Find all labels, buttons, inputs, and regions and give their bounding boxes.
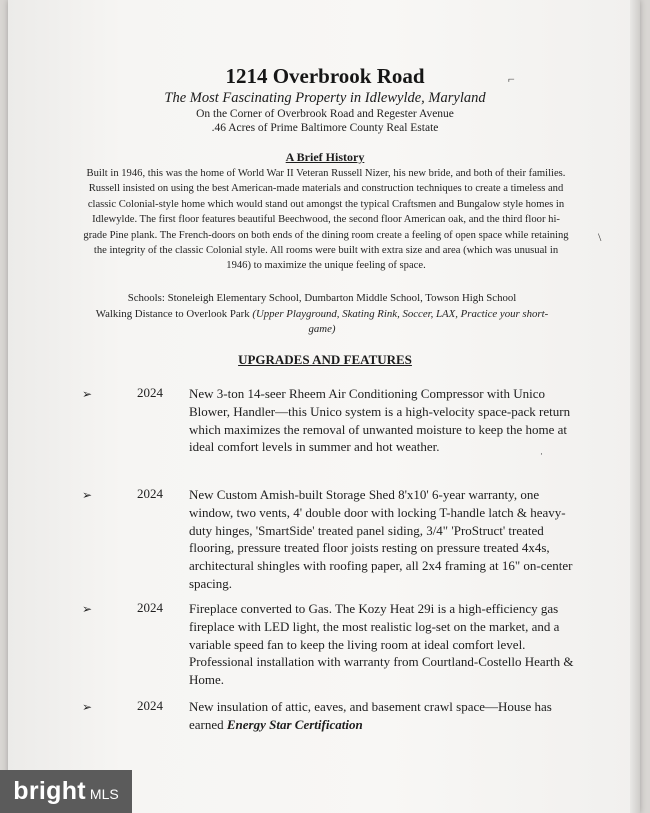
history-heading: A Brief History [285,150,365,164]
upgrade-year: 2024 [137,486,163,501]
energy-star-emphasis: Energy Star Certification [226,716,363,732]
bright-mls-logo [0,770,132,813]
walking-distance-line [90,307,554,338]
location-line: On the Corner of Overbrook Road and Regester Avenue [196,108,454,120]
bullet-icon: ➢ [82,700,93,714]
logo-suffix: MLS [89,785,119,802]
upgrade-description [189,698,579,734]
schools-block [90,291,554,338]
upgrade-year: 2024 [137,698,163,713]
upgrade-text: New insulation of attic, eaves, and basement crawl space—House has earned [189,699,552,732]
page-subtitle: The Most Fascinating Property in Idlewylde, Maryland [164,90,486,106]
upgrade-year: 2024 [137,600,163,615]
upgrades-heading: UPGRADES AND FEATURES [238,352,412,367]
page-title: 1214 Overbrook Road [225,64,425,88]
bullet-icon: ➢ [82,488,93,502]
upgrade-year: 2024 [137,385,163,400]
bullet-icon: ➢ [82,602,93,616]
acreage-line: .46 Acres of Prime Baltimore County Real Estate [211,122,439,134]
upgrade-description: New Custom Amish-built Storage Shed 8'x10' 6-year warranty, one window, two vents, 4' double door with locking T-handle latch & heavy-duty hinges, 'SmartSide' treated panel siding, 3/4" 'ProStruct' treated flooring, pressure treated floor joists resting on pressure treated 4x4s, architectural shingles with roofing paper, all 2x4 framing at 16" on-center spacing. [189,487,573,591]
walking-distance-text: Walking Distance to Overlook Park [95,307,253,320]
upgrade-description: Fireplace converted to Gas. The Kozy Heat 29i is a high-efficiency gas fireplace with LED light, the most realistic log-set on the market, and a variable speed fan to keep the living room at ideal comfort level. Professional installation with warranty from Courtland-Costello Hearth & Home. [189,601,574,688]
bullet-icon: ➢ [82,387,93,401]
upgrade-description: New 3-ton 14-seer Rheem Air Conditioning Compressor with Unico Blower, Handler—this Unico system is a high-velocity space-pack return which maximizes the removal of unwanted moisture to keep the home at ideal comfort levels in summer and hot weather. [189,386,571,455]
logo-word: bright [13,777,86,805]
margin-mark: · [540,449,543,459]
margin-mark: \ [598,230,602,244]
schools-line: Schools: Stoneleigh Elementary School, Dumbarton Middle School, Towson High School [127,292,517,304]
margin-mark: ⌐ [508,72,515,86]
walking-distance-detail: (Upper Playground, Skating Rink, Soccer, LAX, Practice your short-game) [252,307,549,335]
history-paragraph: Built in 1946, this was the home of World War II Veteran Russell Nizer, his new bride, and both of their families. Russell insisted on using the best American-made materials and construction techniques to create a timeless and classic Colonial-style home which would stand out amongst the typical Craftsmen and Bungalow style homes in Idlewylde. The first floor features beautiful Beechwood, the second floor American oak, and the third floor hi-grade Pine plank. The French-doors on both ends of the dining room create a feeling of open space while retaining the integrity of the classic Colonial style. All rooms were built with extra size and area (which was unusual in 1946) to maximize the unique feeling of space. [83,168,569,272]
